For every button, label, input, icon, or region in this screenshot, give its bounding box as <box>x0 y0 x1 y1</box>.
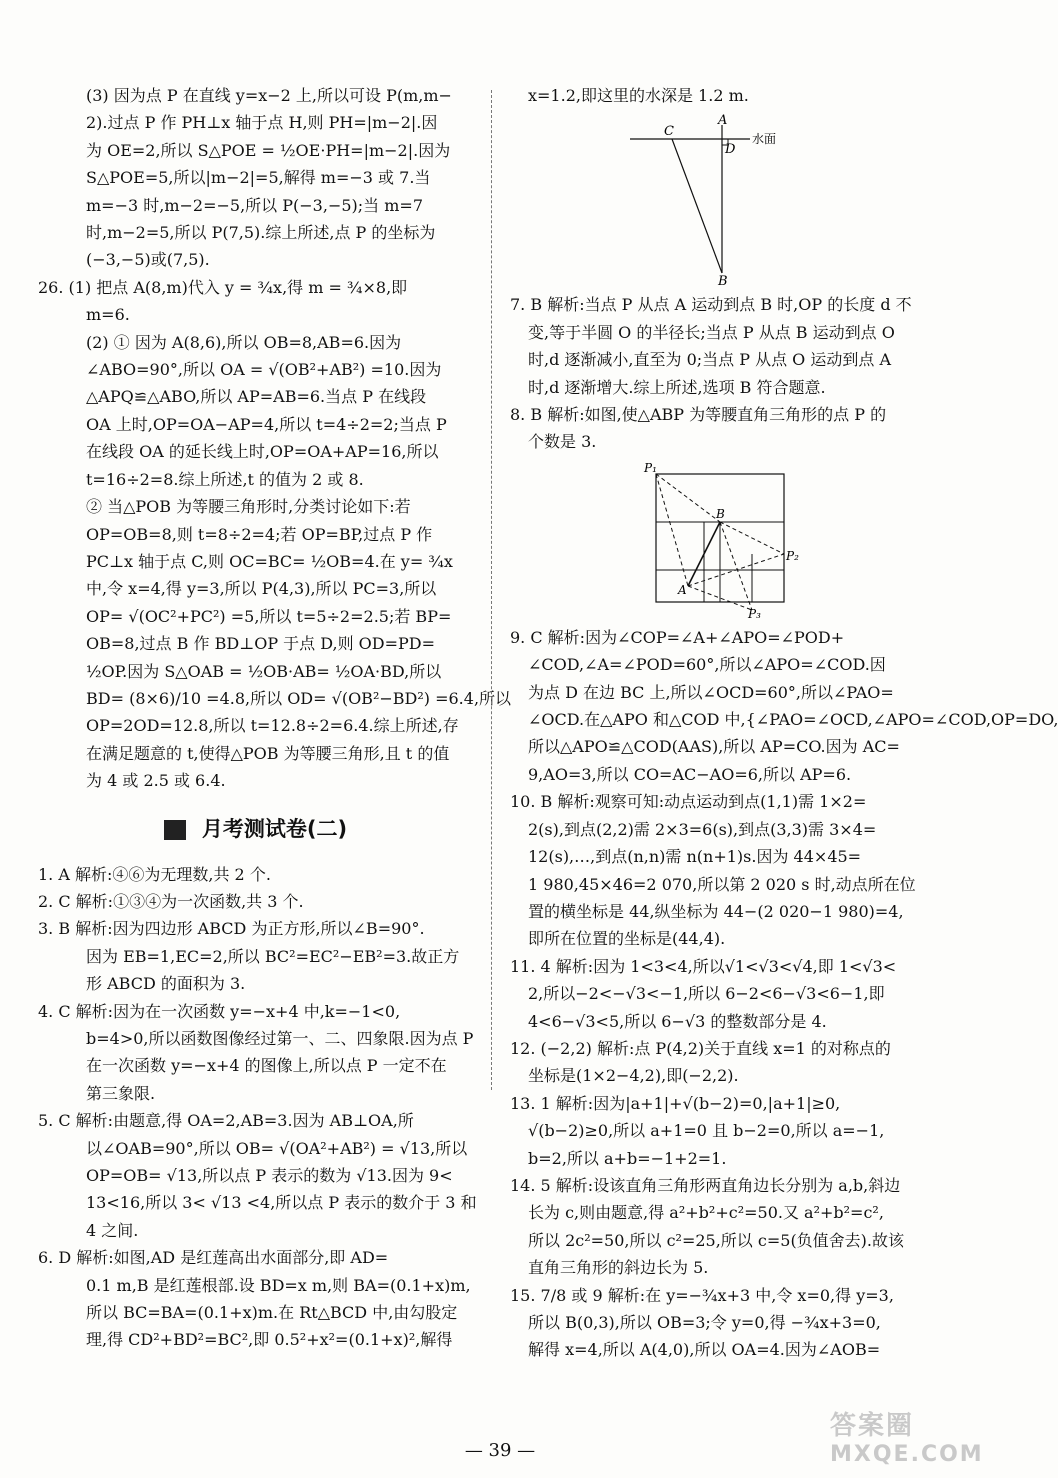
text-line: OB=8,过点 B 作 BD⊥OP 于点 D,则 OD=PD= <box>86 634 436 654</box>
text-line: 中,令 x=4,得 y=3,所以 P(4,3),所以 PC=3,所以 <box>86 579 437 599</box>
text-line: √(b−2)≥0,所以 a+1=0 且 b−2=0,所以 a=−1, <box>528 1121 885 1141</box>
text-line: 所以△APO≌△COD(AAS),所以 AP=CO.因为 AC= <box>528 737 900 757</box>
text-line: 14. 5 解析:设该直角三角形两直角边长分别为 a,b,斜边 <box>510 1175 901 1195</box>
text-line: 形 ABCD 的面积为 3. <box>86 974 246 994</box>
text-line: OP= √(OC²+PC²) =5,所以 t=5÷2=2.5;若 BP= <box>86 606 452 626</box>
section-marker-icon <box>164 820 186 840</box>
q7-q8-block <box>510 291 930 455</box>
text-line: 1 980,45×46=2 070,所以第 2 020 s 时,动点所在位 <box>528 874 916 894</box>
left-column <box>38 82 512 1354</box>
text-line: 11. 4 解析:因为 1<3<4,所以√1<√3<√4,即 1<√3< <box>510 956 897 976</box>
text-line: 在线段 OA 的延长线上时,OP=OA+AP=16,所以 <box>86 442 439 462</box>
watermark-logo <box>830 1405 984 1467</box>
text-line: 6. D 解析:如图,AD 是红莲高出水面部分,即 AD= <box>38 1248 389 1268</box>
text-line: ② 当△POB 为等腰三角形时,分类讨论如下:若 <box>86 497 411 517</box>
text-line: 10. B 解析:观察可知:动点运动到点(1,1)需 1×2= <box>510 792 867 812</box>
column-divider <box>491 90 492 1090</box>
text-line: OP=OB= √13,所以点 P 表示的数为 √13.因为 9< <box>86 1166 453 1186</box>
text-line: 以∠OAB=90°,所以 OB= √(OA²+AB²) = √13,所以 <box>86 1138 468 1158</box>
section-title-text: 月考测试卷(二) <box>201 816 348 841</box>
text-line: 2(s),到点(2,2)需 2×3=6(s),到点(3,3)需 3×4= <box>528 819 877 839</box>
text-line: 时,m−2=5,所以 P(7,5).综上所述,点 P 的坐标为 <box>86 223 436 243</box>
text-line: 即所在位置的坐标是(44,4). <box>528 929 726 949</box>
text-line: ½OP.因为 S△OAB = ½OB·AB= ½OA·BD,所以 <box>86 661 442 681</box>
q25-part3-block <box>38 82 473 274</box>
text-line: 4<6−√3<5,所以 6−√3 的整数部分是 4. <box>528 1011 827 1031</box>
text-line: 7. B 解析:当点 P 从点 A 运动到点 B 时,OP 的长度 d 不 <box>510 295 912 315</box>
section-heading <box>38 813 473 843</box>
text-line: S△POE=5,所以|m−2|=5,解得 m=−3 或 7.当 <box>86 168 431 188</box>
page-number: — 39 — <box>464 1440 536 1461</box>
text-line: (2) ① 因为 A(8,6),所以 OB=8,AB=6.因为 <box>86 332 402 352</box>
text-line: ∠COD,∠A=∠POD=60°,所以∠APO=∠COD.因 <box>528 655 886 675</box>
text-line: 0.1 m,B 是红莲根部.设 BD=x m,则 BA=(0.1+x)m, <box>86 1275 471 1295</box>
segment-cb <box>672 139 722 273</box>
text-line: 2).过点 P 作 PH⊥x 轴于点 H,则 PH=|m−2|.因 <box>86 113 438 133</box>
label-water: 水面 <box>752 132 777 147</box>
text-line: 长为 c,则由题意,得 a²+b²+c²=50.又 a²+b²=c², <box>528 1203 884 1223</box>
text-line: OP=OB=8,则 t=8÷2=4;若 OP=BP,过点 P 作 <box>86 524 433 544</box>
label-p1: P₁ <box>644 460 657 475</box>
text-line: 因为 EB=1,EC=2,所以 BC²=EC²−EB²=3.故正方 <box>86 946 460 966</box>
label-b: B <box>718 274 728 290</box>
text-line: 第三象限. <box>86 1083 156 1103</box>
text-line: 为 OE=2,所以 S△POE = ½OE·PH=|m−2|.因为 <box>86 140 451 160</box>
text-line: 13. 1 解析:因为|a+1|+√(b−2)=0,|a+1|≥0, <box>510 1093 841 1113</box>
text-line: 3. B 解析:因为四边形 ABCD 为正方形,所以∠B=90°. <box>38 919 425 939</box>
right-column <box>510 82 1058 1364</box>
answers-right-block <box>510 624 1058 1364</box>
text-line: 坐标是(1×2−4,2),即(−2,2). <box>528 1066 739 1086</box>
text-line: 12. (−2,2) 解析:点 P(4,2)关于直线 x=1 的对称点的 <box>510 1038 891 1058</box>
text-line: t=16÷2=8.综上所述,t 的值为 2 或 8. <box>86 469 364 489</box>
label-b2: B <box>716 506 725 521</box>
text-line: 直角三角形的斜边长为 5. <box>528 1258 709 1278</box>
text-line: 26. (1) 把点 A(8,m)代入 y = ¾x,得 m = ¾×8,即 <box>38 277 408 297</box>
dash-p1-b <box>656 474 720 522</box>
text-line: 在满足题意的 t,使得△POB 为等腰三角形,且 t 的值 <box>86 743 450 763</box>
label-p2: P₂ <box>786 548 799 563</box>
text-line: 为 4 或 2.5 或 6.4. <box>86 771 226 791</box>
text-line: OP=2OD=12.8,所以 t=12.8÷2=6.4.综上所述,存 <box>86 716 459 736</box>
label-d: D <box>725 142 736 158</box>
label-p3: P₃ <box>748 606 761 621</box>
text-line: 在一次函数 y=−x+4 的图像上,所以点 P 一定不在 <box>86 1056 447 1076</box>
text-line: b=4>0,所以函数图像经过第一、二、四象限.因为点 P <box>86 1029 474 1048</box>
text-line: △APQ≌△ABO,所以 AP=AB=6.当点 P 在线段 <box>86 387 427 407</box>
text-line: 4. C 解析:因为在一次函数 y=−x+4 中,k=−1<0, <box>38 1001 401 1021</box>
isosceles-right-triangle-figure <box>642 460 812 621</box>
answers-left-block <box>38 861 477 1354</box>
text-line: 13<16,所以 3< √13 <4,所以点 P 表示的数介于 3 和 <box>86 1193 477 1213</box>
text-line: 9,AO=3,所以 CO=AC−AO=6,所以 AP=6. <box>528 764 852 784</box>
text-line: 所以 BC=BA=(0.1+x)m.在 Rt△BCD 中,由勾股定 <box>86 1303 458 1323</box>
dash-p1-a <box>656 474 688 586</box>
label-a2: A <box>678 582 687 597</box>
text-line: 时,d 逐渐减小,直至为 0;当点 P 从点 O 运动到点 A <box>528 350 892 370</box>
text-line: 所以 2c²=50,所以 c²=25,所以 c=5(负值舍去).故该 <box>528 1230 905 1250</box>
text-line: BD= (8×6)/10 =4.8,所以 OD= √(OB²−BD²) =6.4,所以 <box>86 688 512 708</box>
q6-continuation-block <box>510 82 930 109</box>
text-line: 变,等于半圆 O 的半径长;当点 P 从点 B 运动到点 O <box>528 322 895 342</box>
text-line: ∠ABO=90°,所以 OA = √(OB²+AB²) =10.因为 <box>86 360 442 380</box>
text-line: 8. B 解析:如图,使△ABP 为等腰直角三角形的点 P 的 <box>510 405 887 425</box>
watermark-line1: 答案圈 <box>830 1411 915 1441</box>
text-line: (3) 因为点 P 在直线 y=x−2 上,所以可设 P(m,m− <box>86 86 452 105</box>
text-line: 个数是 3. <box>528 432 597 452</box>
text-line: 15. 7/8 或 9 解析:在 y=−¾x+3 中,令 x=0,得 y=3, <box>510 1285 894 1305</box>
text-line: 2. C 解析:①③④为一次函数,共 3 个. <box>38 891 304 911</box>
text-line: 5. C 解析:由题意,得 OA=2,AB=3.因为 AB⊥OA,所 <box>38 1111 414 1131</box>
text-line: PC⊥x 轴于点 C,则 OC=BC= ½OB=4.在 y= ¾x <box>86 551 453 571</box>
text-line: 时,d 逐渐增大.综上所述,选项 B 符合题意. <box>528 377 826 397</box>
watermark-line2: MXQE.COM <box>830 1442 984 1467</box>
text-line: OA 上时,OP=OA−AP=4,所以 t=4÷2=2;当点 P <box>86 414 447 434</box>
text-line: ∠OCD.在△APO 和△COD 中,{∠PAO=∠OCD,∠APO=∠COD,OP=DO, <box>528 710 1058 730</box>
text-line: 所以 B(0,3),所以 OB=3;令 y=0,得 −¾x+3=0, <box>528 1313 881 1332</box>
text-line: m=−3 时,m−2=−5,所以 P(−3,−5);当 m=7 <box>86 195 424 215</box>
text-line: 置的横坐标是 44,纵坐标为 44−(2 020−1 980)=4, <box>528 901 904 921</box>
water-lotus-figure <box>610 113 810 290</box>
text-line: 1. A 解析:④⑥为无理数,共 2 个. <box>38 864 271 884</box>
text-line: 9. C 解析:因为∠COP=∠A+∠APO=∠POD+ <box>510 627 845 647</box>
text-line: 解得 x=4,所以 A(4,0),所以 OA=4.因为∠AOB= <box>528 1340 881 1360</box>
label-a: A <box>718 113 728 129</box>
text-line: 2,所以−2<−√3<−1,所以 6−2<6−√3<6−1,即 <box>528 984 885 1004</box>
text-line: b=2,所以 a+b=−1+2=1. <box>528 1148 727 1168</box>
text-line: (−3,−5)或(7,5). <box>86 250 210 270</box>
text-line: 理,得 CD²+BD²=BC²,即 0.5²+x²=(0.1+x)²,解得 <box>86 1330 453 1350</box>
text-line: 4 之间. <box>86 1220 139 1240</box>
label-c: C <box>664 124 674 140</box>
q26-block <box>38 274 512 795</box>
text-line: 12(s),…,到点(n,n)需 n(n+1)s.因为 44×45= <box>528 847 862 867</box>
text-line: x=1.2,即这里的水深是 1.2 m. <box>528 86 749 105</box>
text-line: 为点 D 在边 BC 上,所以∠OCD=60°,所以∠PAO= <box>528 682 894 702</box>
text-line: m=6. <box>86 305 130 325</box>
